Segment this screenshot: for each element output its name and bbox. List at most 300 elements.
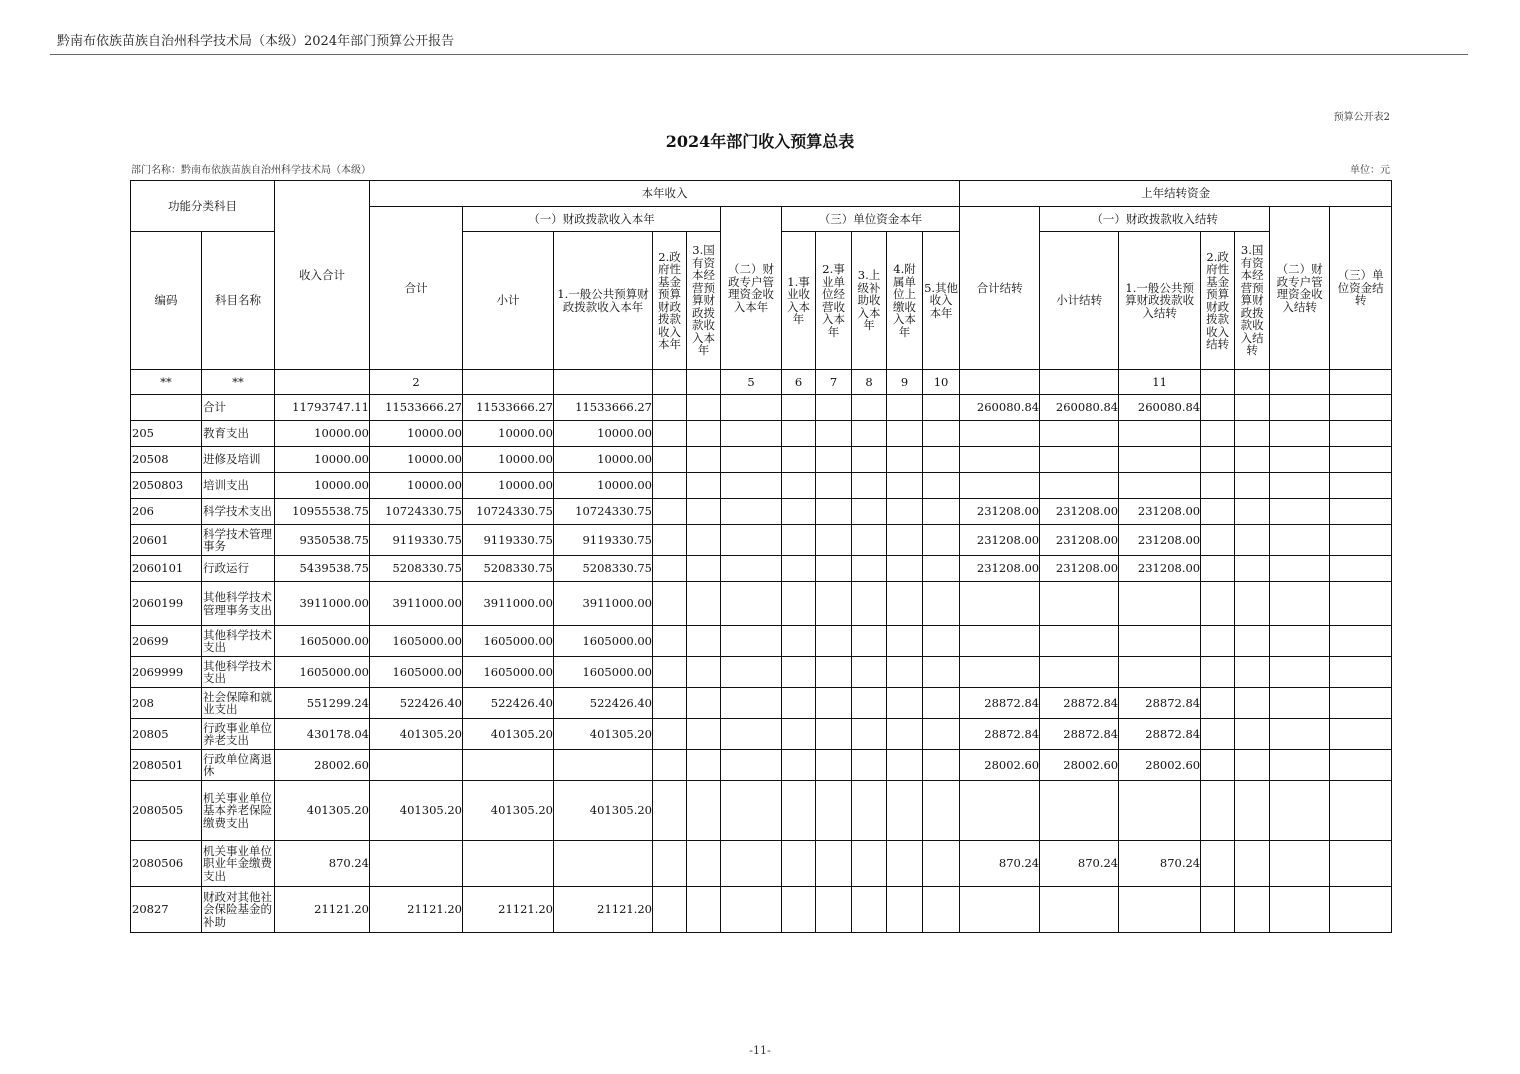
amount-cell: 21121.20	[554, 887, 653, 933]
amount-cell	[1201, 750, 1235, 781]
amount-cell	[887, 473, 923, 499]
header-name: 科目名称	[202, 232, 275, 370]
amount-cell	[1330, 556, 1392, 582]
amount-cell: 10955538.75	[275, 499, 370, 525]
row-code: 20601	[131, 525, 202, 556]
index-cell: **	[202, 370, 275, 395]
amount-cell: 5208330.75	[554, 556, 653, 582]
amount-cell	[721, 473, 782, 499]
header-carry-general: 1.一般公共预算财政拨款收入结转	[1119, 232, 1201, 370]
amount-cell	[1201, 395, 1235, 421]
amount-cell	[1201, 688, 1235, 719]
index-cell	[960, 370, 1040, 395]
index-cell	[463, 370, 554, 395]
index-cell: 2	[370, 370, 463, 395]
amount-cell: 9119330.75	[554, 525, 653, 556]
amount-cell	[653, 395, 687, 421]
amount-cell	[923, 657, 960, 688]
index-cell	[554, 370, 653, 395]
amount-cell	[721, 395, 782, 421]
amount-cell	[1119, 582, 1201, 626]
amount-cell	[653, 582, 687, 626]
amount-cell	[816, 556, 852, 582]
amount-cell: 401305.20	[554, 781, 653, 841]
amount-cell	[816, 447, 852, 473]
amount-cell	[816, 582, 852, 626]
amount-cell	[653, 556, 687, 582]
amount-cell: 1605000.00	[275, 657, 370, 688]
table-row	[131, 499, 1392, 525]
amount-cell	[923, 841, 960, 887]
amount-cell	[687, 421, 721, 447]
amount-cell	[1235, 525, 1270, 556]
amount-cell	[1330, 473, 1392, 499]
index-cell: 6	[782, 370, 816, 395]
row-name: 培训支出	[202, 473, 275, 499]
header-income-total: 收入合计	[275, 181, 370, 370]
amount-cell	[852, 750, 887, 781]
amount-cell	[1330, 626, 1392, 657]
amount-cell	[1270, 841, 1330, 887]
amount-cell	[852, 395, 887, 421]
amount-cell	[1201, 781, 1235, 841]
row-name: 财政对其他社会保险基金的补助	[202, 887, 275, 933]
amount-cell	[887, 626, 923, 657]
amount-cell	[721, 525, 782, 556]
amount-cell	[687, 447, 721, 473]
amount-cell	[721, 887, 782, 933]
header-current-subtotal: 小计	[463, 232, 554, 370]
amount-cell: 10000.00	[554, 421, 653, 447]
header-fiscal-carry: （一）财政拨款收入结转	[1040, 207, 1270, 232]
amount-cell	[1040, 447, 1119, 473]
amount-cell: 21121.20	[463, 887, 554, 933]
amount-cell: 11533666.27	[370, 395, 463, 421]
amount-cell	[816, 750, 852, 781]
amount-cell	[1270, 626, 1330, 657]
amount-cell	[1330, 499, 1392, 525]
amount-cell	[887, 750, 923, 781]
header-carry-subtotal: 小计结转	[1040, 232, 1119, 370]
amount-cell	[782, 525, 816, 556]
header-affiliated-income: 4.附属单位上缴收入本年	[887, 232, 923, 370]
amount-cell	[721, 582, 782, 626]
amount-cell	[1235, 473, 1270, 499]
amount-cell	[852, 841, 887, 887]
row-code: 20805	[131, 719, 202, 750]
amount-cell	[852, 688, 887, 719]
amount-cell	[370, 750, 463, 781]
index-row	[131, 370, 1392, 395]
amount-cell	[887, 582, 923, 626]
row-name: 社会保障和就业支出	[202, 688, 275, 719]
running-header: 黔南布依族苗族自治州科学技术局（本级）2024年部门预算公开报告	[57, 34, 455, 49]
amount-cell: 231208.00	[960, 525, 1040, 556]
amount-cell	[1201, 556, 1235, 582]
amount-cell: 870.24	[275, 841, 370, 887]
amount-cell	[721, 421, 782, 447]
amount-cell	[816, 499, 852, 525]
amount-cell: 401305.20	[275, 781, 370, 841]
amount-cell: 1605000.00	[463, 657, 554, 688]
row-name: 进修及培训	[202, 447, 275, 473]
table-row	[131, 447, 1392, 473]
department-label: 部门名称：黔南布依族苗族自治州科学技术局（本级）	[131, 165, 371, 176]
amount-cell	[852, 657, 887, 688]
amount-cell: 401305.20	[554, 719, 653, 750]
index-cell	[1270, 370, 1330, 395]
row-name: 行政单位离退休	[202, 750, 275, 781]
row-code: 206	[131, 499, 202, 525]
amount-cell: 28872.84	[960, 688, 1040, 719]
amount-cell	[782, 395, 816, 421]
amount-cell: 1605000.00	[275, 626, 370, 657]
amount-cell: 10000.00	[275, 447, 370, 473]
amount-cell	[1330, 582, 1392, 626]
amount-cell	[852, 421, 887, 447]
amount-cell	[816, 657, 852, 688]
amount-cell	[1201, 447, 1235, 473]
amount-cell	[1270, 688, 1330, 719]
row-code: 2080501	[131, 750, 202, 781]
amount-cell	[687, 688, 721, 719]
amount-cell	[721, 499, 782, 525]
amount-cell: 3911000.00	[370, 582, 463, 626]
table-row	[131, 841, 1392, 887]
row-name: 科学技术支出	[202, 499, 275, 525]
amount-cell: 10000.00	[275, 421, 370, 447]
amount-cell	[782, 781, 816, 841]
index-cell: 9	[887, 370, 923, 395]
index-cell	[687, 370, 721, 395]
table-header	[131, 181, 1392, 370]
header-fiscal-current: （一）财政拨款收入本年	[463, 207, 721, 232]
amount-cell	[1235, 556, 1270, 582]
amount-cell	[1235, 421, 1270, 447]
amount-cell	[1119, 781, 1201, 841]
amount-cell: 11533666.27	[463, 395, 554, 421]
amount-cell	[1119, 626, 1201, 657]
amount-cell	[782, 626, 816, 657]
amount-cell	[721, 750, 782, 781]
amount-cell: 28872.84	[1040, 719, 1119, 750]
header-prior-year: 上年结转资金	[960, 181, 1392, 207]
amount-cell	[852, 582, 887, 626]
amount-cell	[721, 841, 782, 887]
amount-cell: 28872.84	[960, 719, 1040, 750]
header-current-total: 合计	[370, 207, 463, 370]
amount-cell: 10000.00	[554, 473, 653, 499]
amount-cell	[653, 719, 687, 750]
amount-cell	[1201, 582, 1235, 626]
index-cell: 7	[816, 370, 852, 395]
amount-cell	[1330, 781, 1392, 841]
amount-cell	[923, 525, 960, 556]
amount-cell	[887, 719, 923, 750]
amount-cell	[653, 626, 687, 657]
amount-cell	[1270, 582, 1330, 626]
amount-cell: 870.24	[960, 841, 1040, 887]
amount-cell	[1119, 657, 1201, 688]
amount-cell	[653, 473, 687, 499]
row-name: 其他科学技术支出	[202, 626, 275, 657]
amount-cell: 21121.20	[370, 887, 463, 933]
amount-cell	[960, 781, 1040, 841]
amount-cell	[816, 525, 852, 556]
table-row	[131, 626, 1392, 657]
amount-cell	[887, 841, 923, 887]
amount-cell	[1201, 421, 1235, 447]
amount-cell: 231208.00	[1119, 499, 1201, 525]
amount-cell: 11793747.11	[275, 395, 370, 421]
amount-cell	[653, 525, 687, 556]
amount-cell: 21121.20	[275, 887, 370, 933]
amount-cell	[816, 719, 852, 750]
amount-cell	[923, 582, 960, 626]
header-carry-state-capital: 3.国有资本经营预算财政拨款收入结转	[1235, 232, 1270, 370]
header-rule	[50, 54, 1468, 55]
amount-cell	[923, 499, 960, 525]
amount-cell: 10000.00	[275, 473, 370, 499]
amount-cell	[782, 841, 816, 887]
row-name: 机关事业单位职业年金缴费支出	[202, 841, 275, 887]
row-code: 205	[131, 421, 202, 447]
amount-cell	[782, 688, 816, 719]
amount-cell: 231208.00	[1119, 525, 1201, 556]
amount-cell	[687, 499, 721, 525]
amount-cell	[687, 525, 721, 556]
amount-cell	[370, 841, 463, 887]
amount-cell: 28872.84	[1119, 719, 1201, 750]
amount-cell	[653, 750, 687, 781]
amount-cell: 28872.84	[1040, 688, 1119, 719]
row-code: 2050803	[131, 473, 202, 499]
amount-cell	[687, 626, 721, 657]
amount-cell	[1235, 719, 1270, 750]
amount-cell	[1270, 556, 1330, 582]
index-cell: 10	[923, 370, 960, 395]
row-code: 2069999	[131, 657, 202, 688]
amount-cell	[653, 781, 687, 841]
amount-cell	[923, 750, 960, 781]
amount-cell	[816, 473, 852, 499]
amount-cell	[852, 447, 887, 473]
header-func-class: 功能分类科目	[131, 181, 275, 232]
table-body	[131, 370, 1392, 933]
amount-cell	[960, 887, 1040, 933]
amount-cell	[1040, 887, 1119, 933]
amount-cell	[1330, 525, 1392, 556]
row-name: 合计	[202, 395, 275, 421]
amount-cell	[721, 719, 782, 750]
amount-cell: 10724330.75	[463, 499, 554, 525]
amount-cell: 10724330.75	[370, 499, 463, 525]
amount-cell	[887, 499, 923, 525]
amount-cell: 1605000.00	[463, 626, 554, 657]
amount-cell: 5208330.75	[370, 556, 463, 582]
amount-cell	[687, 473, 721, 499]
amount-cell	[1235, 841, 1270, 887]
unit-label: 单位：元	[1350, 165, 1390, 176]
amount-cell: 28002.60	[275, 750, 370, 781]
amount-cell: 28872.84	[1119, 688, 1201, 719]
amount-cell	[653, 841, 687, 887]
amount-cell	[1270, 887, 1330, 933]
header-current-general: 1.一般公共预算财政拨款收入本年	[554, 232, 653, 370]
amount-cell	[960, 421, 1040, 447]
amount-cell	[852, 473, 887, 499]
header-operating-income: 2.事业单位经营收入本年	[816, 232, 852, 370]
amount-cell: 1605000.00	[370, 626, 463, 657]
amount-cell: 28002.60	[1040, 750, 1119, 781]
amount-cell	[852, 719, 887, 750]
amount-cell	[1235, 781, 1270, 841]
header-code: 编码	[131, 232, 202, 370]
amount-cell: 11533666.27	[554, 395, 653, 421]
amount-cell	[1201, 887, 1235, 933]
amount-cell: 10724330.75	[554, 499, 653, 525]
amount-cell	[887, 421, 923, 447]
amount-cell	[687, 556, 721, 582]
amount-cell	[816, 781, 852, 841]
amount-cell	[721, 556, 782, 582]
row-code: 208	[131, 688, 202, 719]
amount-cell: 430178.04	[275, 719, 370, 750]
table-number: 预算公开表2	[1333, 112, 1390, 123]
amount-cell	[887, 657, 923, 688]
amount-cell	[1330, 447, 1392, 473]
amount-cell	[1270, 719, 1330, 750]
amount-cell: 522426.40	[463, 688, 554, 719]
amount-cell: 10000.00	[370, 421, 463, 447]
amount-cell: 870.24	[1119, 841, 1201, 887]
amount-cell	[687, 582, 721, 626]
amount-cell	[782, 887, 816, 933]
amount-cell	[782, 556, 816, 582]
row-code: 2080505	[131, 781, 202, 841]
amount-cell	[1235, 582, 1270, 626]
amount-cell	[1201, 657, 1235, 688]
row-code: 2080506	[131, 841, 202, 887]
amount-cell	[923, 556, 960, 582]
amount-cell	[816, 887, 852, 933]
header-carry-total: 合计结转	[960, 207, 1040, 370]
index-cell	[275, 370, 370, 395]
index-cell: **	[131, 370, 202, 395]
amount-cell	[463, 750, 554, 781]
amount-cell	[721, 447, 782, 473]
amount-cell	[923, 688, 960, 719]
amount-cell	[1235, 499, 1270, 525]
amount-cell	[554, 841, 653, 887]
amount-cell	[887, 688, 923, 719]
header-subsidy-income: 3.上级补助收入本年	[852, 232, 887, 370]
amount-cell	[852, 781, 887, 841]
amount-cell	[1330, 688, 1392, 719]
amount-cell	[1235, 657, 1270, 688]
amount-cell	[1235, 750, 1270, 781]
page-number: -11-	[749, 1044, 771, 1057]
amount-cell	[1119, 887, 1201, 933]
amount-cell	[687, 887, 721, 933]
amount-cell	[1270, 395, 1330, 421]
amount-cell	[687, 781, 721, 841]
index-cell	[1330, 370, 1392, 395]
amount-cell	[653, 447, 687, 473]
amount-cell	[721, 688, 782, 719]
amount-cell: 231208.00	[960, 556, 1040, 582]
amount-cell	[1330, 657, 1392, 688]
row-code: 20827	[131, 887, 202, 933]
amount-cell	[782, 499, 816, 525]
amount-cell	[887, 887, 923, 933]
header-business-income: 1.事业收入本年	[782, 232, 816, 370]
amount-cell	[653, 421, 687, 447]
page-title: 2024年部门收入预算总表	[665, 132, 855, 151]
amount-cell: 10000.00	[463, 447, 554, 473]
amount-cell	[653, 688, 687, 719]
amount-cell	[816, 421, 852, 447]
amount-cell	[1201, 626, 1235, 657]
index-cell: 11	[1119, 370, 1201, 395]
row-name: 行政运行	[202, 556, 275, 582]
amount-cell	[1040, 626, 1119, 657]
table-row	[131, 750, 1392, 781]
row-code: 2060199	[131, 582, 202, 626]
row-name: 科学技术管理事务	[202, 525, 275, 556]
amount-cell	[687, 395, 721, 421]
index-cell	[1235, 370, 1270, 395]
table-row	[131, 421, 1392, 447]
amount-cell: 551299.24	[275, 688, 370, 719]
table-row	[131, 719, 1392, 750]
amount-cell	[1270, 781, 1330, 841]
header-current-gov-fund: 2.政府性基金预算财政拨款收入本年	[653, 232, 687, 370]
amount-cell: 231208.00	[1040, 499, 1119, 525]
amount-cell	[1270, 525, 1330, 556]
amount-cell: 10000.00	[463, 473, 554, 499]
amount-cell	[1201, 499, 1235, 525]
amount-cell: 1605000.00	[370, 657, 463, 688]
amount-cell	[852, 887, 887, 933]
amount-cell: 5439538.75	[275, 556, 370, 582]
amount-cell: 5208330.75	[463, 556, 554, 582]
table-row	[131, 887, 1392, 933]
amount-cell	[782, 421, 816, 447]
amount-cell	[1330, 395, 1392, 421]
amount-cell	[1235, 688, 1270, 719]
amount-cell	[816, 841, 852, 887]
amount-cell: 522426.40	[370, 688, 463, 719]
amount-cell: 231208.00	[1040, 556, 1119, 582]
amount-cell	[782, 657, 816, 688]
amount-cell	[960, 447, 1040, 473]
amount-cell: 9350538.75	[275, 525, 370, 556]
amount-cell	[653, 887, 687, 933]
amount-cell	[1270, 750, 1330, 781]
amount-cell	[1330, 887, 1392, 933]
amount-cell	[1235, 395, 1270, 421]
amount-cell: 10000.00	[370, 473, 463, 499]
header-other-income: 5.其他收入本年	[923, 232, 960, 370]
index-cell	[653, 370, 687, 395]
amount-cell	[816, 688, 852, 719]
amount-cell	[960, 473, 1040, 499]
amount-cell	[887, 447, 923, 473]
amount-cell	[721, 781, 782, 841]
amount-cell	[852, 626, 887, 657]
amount-cell: 260080.84	[1040, 395, 1119, 421]
